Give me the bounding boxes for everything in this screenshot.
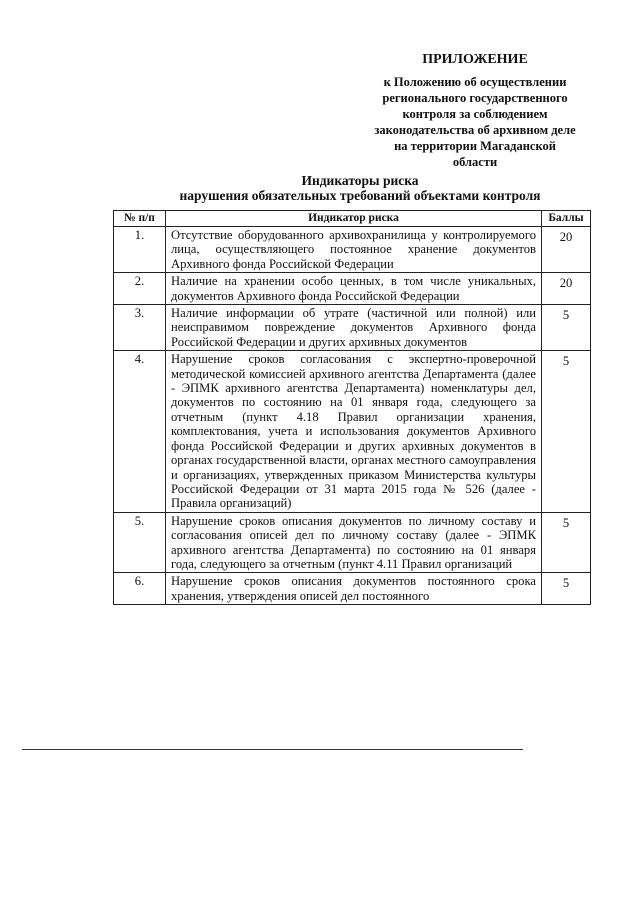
row-points: 5 bbox=[542, 512, 591, 573]
row-num: 1. bbox=[114, 227, 166, 273]
appendix-line: законодательства об архивном деле bbox=[374, 123, 576, 137]
risk-indicators-table bbox=[113, 210, 591, 605]
table-row bbox=[114, 512, 591, 573]
title-line-1: Индикаторы риска bbox=[301, 173, 419, 188]
table-row bbox=[114, 573, 591, 605]
row-num: 6. bbox=[114, 573, 166, 605]
appendix-line: к Положению об осуществлении bbox=[383, 75, 567, 89]
table-row bbox=[114, 227, 591, 273]
row-points: 5 bbox=[542, 305, 591, 351]
row-num: 5. bbox=[114, 512, 166, 573]
footnote-divider bbox=[22, 749, 523, 750]
title-line-2: нарушения обязательных требований объектами контроля bbox=[179, 188, 541, 203]
header-num: № п/п bbox=[114, 211, 166, 227]
row-indicator: Наличие информации об утрате (частичной или полной) или неисправимом повреждение документов Архивного фонда Российской Федерации и других архивных документов bbox=[166, 305, 542, 351]
row-indicator: Наличие на хранении особо ценных, в том числе уникальных, документов Архивного фонда Российской Федерации bbox=[166, 273, 542, 305]
appendix-line: контроля за соблюдением bbox=[402, 107, 548, 121]
row-num: 4. bbox=[114, 351, 166, 512]
table-header-row bbox=[114, 211, 591, 227]
table-row bbox=[114, 351, 591, 512]
header-points: Баллы bbox=[542, 211, 591, 227]
row-points: 5 bbox=[542, 351, 591, 512]
row-num: 2. bbox=[114, 273, 166, 305]
table-row bbox=[114, 273, 591, 305]
appendix-line: регионального государственного bbox=[382, 91, 568, 105]
appendix-line: на территории Магаданской bbox=[394, 139, 556, 153]
row-num: 3. bbox=[114, 305, 166, 351]
row-indicator: Нарушение сроков согласования с экспертно-проверочной методической комиссией архивного агентства Департамента (далее - ЭПМК архивного агентства Департамента) номенклатуры дел, документов по состоянию на 01 января года, следующего за отчетным (пункт 4.18 Правил организации хранения, комплектования, учета и использования документов Архивного фонда Российской Федерации и других архивных документов в органах государственной власти, органах местного самоуправления и организациях, утвержденных приказом Министерства культуры Российской Федерации от 31 марта 2015 года № 526 (далее - Правила организаций) bbox=[166, 351, 542, 512]
row-indicator: Нарушение сроков описания документов по личному составу и согласования описей дел по личному составу (далее - ЭПМК архивного агентства Департамента) по состоянию на 01 января года, следующего за отчетным (пункт 4.11 Правил организаций bbox=[166, 512, 542, 573]
appendix-block bbox=[360, 52, 590, 170]
document-title bbox=[120, 173, 600, 203]
row-points: 5 bbox=[542, 573, 591, 605]
table-row bbox=[114, 305, 591, 351]
row-indicator: Отсутствие оборудованного архивохранилища у контролируемого лица, осуществляющего постоянное хранение документов Архивного фонда Российской Федерации bbox=[166, 227, 542, 273]
appendix-line: области bbox=[452, 155, 498, 169]
row-points: 20 bbox=[542, 273, 591, 305]
row-points: 20 bbox=[542, 227, 591, 273]
header-indicator: Индикатор риска bbox=[166, 211, 542, 227]
row-indicator: Нарушение сроков описания документов постоянного срока хранения, утверждения описей дел постоянного bbox=[166, 573, 542, 605]
appendix-heading: ПРИЛОЖЕНИЕ bbox=[422, 52, 528, 67]
